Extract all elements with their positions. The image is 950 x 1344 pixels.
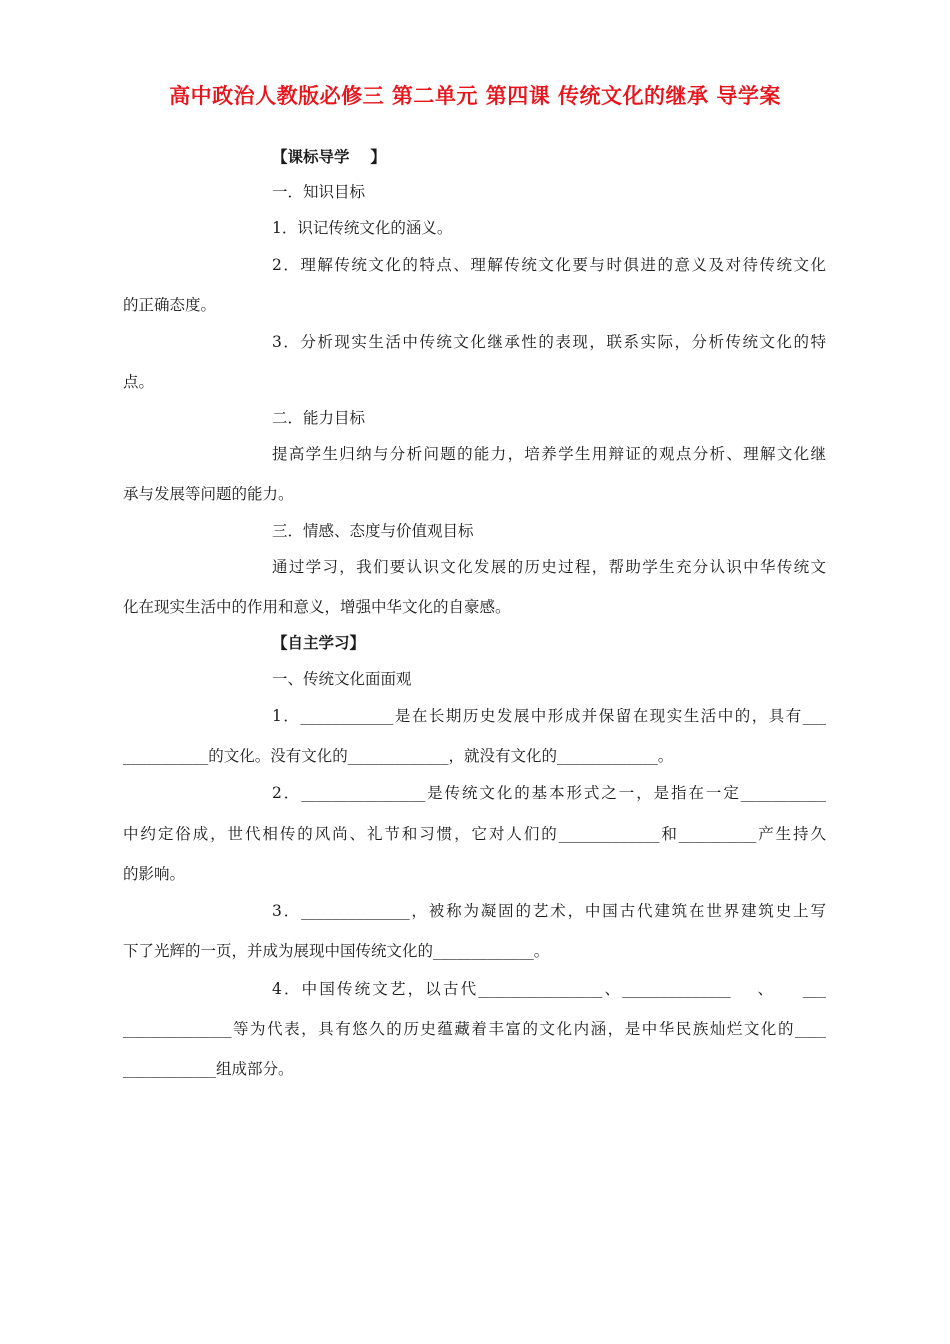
- question-2-line1: 2．________________是传统文化的基本形式之一，是指在一定___________: [272, 784, 826, 802]
- values-goal-line2: 化在现实生活中的作用和意义，增强中华文化的自豪感。: [123, 598, 511, 616]
- question-2-line3: 的影响。: [123, 865, 186, 883]
- document-title: 高中政治人教版必修三 第二单元 第四课 传统文化的继承 导学案: [169, 84, 781, 108]
- section-header-self-study: 【自主学习】: [272, 634, 366, 652]
- knowledge-goal-2-line2: 的正确态度。: [123, 296, 217, 314]
- knowledge-goal-3-line1: 3．分析现实生活中传统文化继承性的表现，联系实际，分析传统文化的特: [272, 333, 826, 351]
- question-4-line2: ______________等为代表，具有悠久的历史蕴藏着丰富的文化内涵，是中华民族灿烂文化的____: [123, 1020, 826, 1038]
- section-header-curriculum-guide: 【课标导学 】: [272, 148, 386, 166]
- question-4-line3: ____________组成部分。: [123, 1060, 294, 1078]
- ability-goal-line1: 提高学生归纳与分析问题的能力，培养学生用辩证的观点分析、理解文化继: [272, 445, 826, 463]
- heading-values-goals: 三．情感、态度与价值观目标: [272, 522, 474, 540]
- knowledge-goal-3-line2: 点。: [123, 373, 155, 391]
- question-3-line2: 下了光辉的一页，并成为展现中国传统文化的_____________。: [123, 942, 550, 960]
- question-1-line2: ___________的文化。没有文化的_____________，就没有文化的_____________。: [123, 747, 674, 765]
- ability-goal-line2: 承与发展等问题的能力。: [123, 485, 294, 503]
- heading-traditional-culture-overview: 一、传统文化面面观: [272, 670, 412, 688]
- question-4-line1: 4．中国传统文艺，以古代________________、______________ 、 ___: [272, 980, 826, 998]
- values-goal-line1: 通过学习，我们要认识文化发展的历史过程，帮助学生充分认识中华传统文: [272, 558, 826, 576]
- knowledge-goal-1: 1．识记传统文化的涵义。: [272, 219, 453, 237]
- heading-knowledge-goals: 一．知识目标: [272, 183, 366, 201]
- question-3-line1: 3．______________，被称为凝固的艺术，中国古代建筑在世界建筑史上写: [272, 902, 826, 920]
- heading-ability-goals: 二．能力目标: [272, 409, 366, 427]
- knowledge-goal-2-line1: 2．理解传统文化的特点、理解传统文化要与时俱进的意义及对待传统文化: [272, 256, 826, 274]
- question-2-line2: 中约定俗成，世代相传的风尚、礼节和习惯，它对人们的_____________和__________产生持久: [123, 825, 826, 843]
- question-1-line1: 1．____________是在长期历史发展中形成并保留在现实生活中的，具有___: [272, 707, 826, 725]
